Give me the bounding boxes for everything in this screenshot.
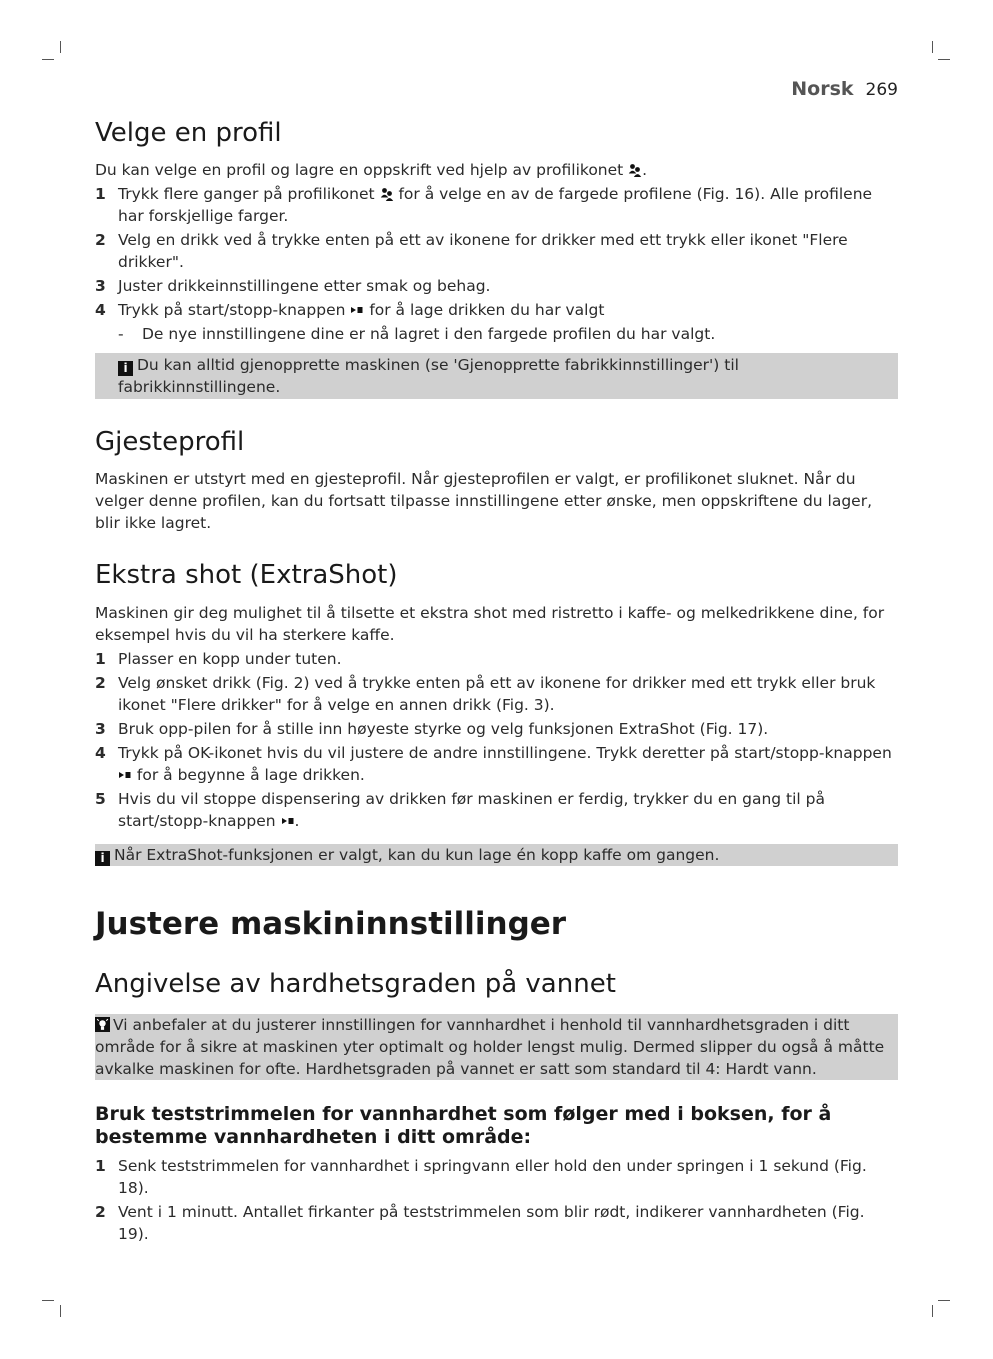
list-item: 3 Juster drikkeinnstillingene etter smak og behag.: [95, 277, 491, 296]
list-item: 4 Trykk på start/stopp-knappen for å lage drikken du har valgt: [95, 301, 605, 320]
list-item: 1 Trykk flere ganger på profilikonet for å velge en av de fargede profilene (Fig. 16). Alle profilene har forskjellige farger.: [95, 185, 873, 226]
list-item: 2 Velg en drikk ved å trykke enten på ett av ikonene for drikker med ett trykk eller ikonet "Flere drikker".: [95, 231, 848, 272]
start-stop-icon: [118, 768, 132, 782]
paragraph: Maskinen gir deg mulighet til å tilsette et ekstra shot med ristretto i kaffe- og melkedrikkene dine, for eksempel hvis du vil ha sterkere kaffe.: [95, 603, 885, 644]
info-note: i Du kan alltid gjenopprette maskinen (se 'Gjenopprette fabrikkinnstillinger') til fabrikkinnstillingene.: [95, 353, 898, 399]
subsection-heading: Bruk teststrimmelen for vannhardhet som følger med i boksen, for å bestemme vannhardheten i ditt område:: [95, 1102, 832, 1148]
section-extrashot: [95, 560, 898, 865]
list-item: 4 Trykk på OK-ikonet hvis du vil justere de andre innstillingene. Trykk deretter på start/stopp-knappen for å begynne å lage drikken.: [95, 743, 892, 784]
crop-mark: [60, 41, 61, 53]
start-stop-icon: [281, 814, 295, 828]
crop-mark: [60, 1305, 61, 1317]
info-icon: i: [118, 361, 133, 376]
info-note: i Når ExtraShot-funksjonen er valgt, kan du kun lage én kopp kaffe om gangen.: [95, 844, 898, 866]
section-velge-profil: [95, 118, 898, 399]
info-icon: i: [95, 851, 110, 866]
lightbulb-icon: [95, 1017, 110, 1032]
profile-icon: [380, 187, 394, 201]
sub-list-item: - De nye innstillingene dine er nå lagret i den fargede profilen du har valgt.: [118, 325, 716, 344]
list-item: 1 Plasser en kopp under tuten.: [95, 649, 342, 668]
crop-mark: [42, 59, 54, 60]
crop-mark: [938, 59, 950, 60]
list-item: 2 Velg ønsket drikk (Fig. 2) ved å trykke enten på ett av ikonene for drikker med ett trykk eller bruk ikonet "Flere drikker" for å velge en annen drikk (Fig. 3).: [95, 673, 876, 714]
section-title: Ekstra shot (ExtraShot): [95, 560, 398, 591]
crop-mark: [42, 1300, 54, 1301]
crop-mark: [938, 1300, 950, 1301]
crop-mark: [932, 1305, 933, 1317]
paragraph: Du kan velge en profil og lagre en oppskrift ved hjelp av profilikonet .: [95, 161, 648, 180]
section-title: Angivelse av hardhetsgraden på vannet: [95, 968, 616, 999]
language-label: Norsk: [791, 78, 854, 100]
steps-list: [95, 183, 898, 321]
list-item: 1 Senk teststrimmelen for vannhardhet i springvann eller hold den under springen i 1 sekund (Fig. 18).: [95, 1156, 867, 1197]
start-stop-icon: [350, 303, 364, 317]
section-maskininnstillinger: [95, 906, 898, 1245]
steps-list: [95, 648, 898, 832]
page-header: [791, 78, 898, 100]
section-gjesteprofil: [95, 427, 898, 534]
list-item: 3 Bruk opp-pilen for å stille inn høyeste styrke og velg funksjonen ExtraShot (Fig. 17).: [95, 719, 769, 738]
crop-mark: [932, 41, 933, 53]
profile-icon: [628, 163, 642, 177]
section-title: Gjesteprofil: [95, 427, 245, 458]
tip-note: Vi anbefaler at du justerer innstillingen for vannhardhet i henhold til vannhardhetsgraden i ditt område for å sikre at maskinen yter optimalt og holder lengst mulig. Dermed slipper du også å måtte avkalke maskinen for ofte. Hardhetsgraden på vannet er satt som standard til 4: Hardt vann.: [95, 1014, 898, 1080]
steps-list: [95, 1155, 898, 1245]
paragraph: Maskinen er utstyrt med en gjesteprofil. Når gjesteprofilen er valgt, er profilikonet sluknet. Når du velger denne profilen, kan du fortsatt tilpasse innstillingene etter ønske, men oppskriftene du lager, blir ikke lagret.: [95, 470, 873, 533]
section-title: Velge en profil: [95, 118, 282, 148]
page-number: 269: [865, 80, 898, 100]
list-item: 5 Hvis du vil stoppe dispensering av drikken før maskinen er ferdig, trykker du en gang til på start/stopp-knappen .: [95, 789, 826, 830]
page-content: [95, 118, 898, 1245]
chapter-title: Justere maskininnstillinger: [95, 905, 567, 942]
list-item: 2 Vent i 1 minutt. Antallet firkanter på teststrimmelen som blir rødt, indikerer vannhardheten (Fig. 19).: [95, 1202, 865, 1243]
